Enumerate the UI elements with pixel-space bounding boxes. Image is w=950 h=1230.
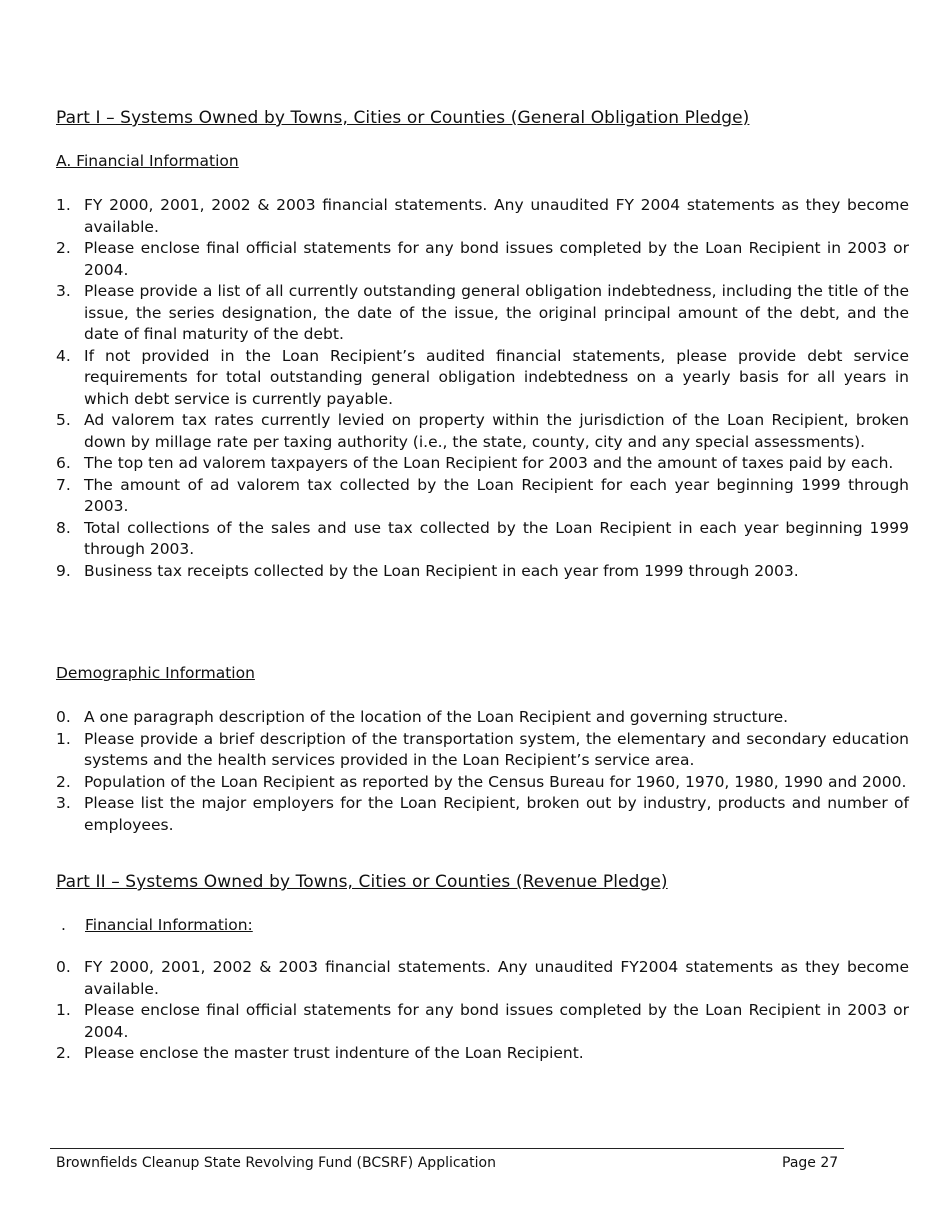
- list-item-text: Please enclose the master trust indenture of the Loan Recipient.: [84, 1044, 584, 1062]
- footer-divider: [50, 1148, 844, 1149]
- list-item-text: Business tax receipts collected by the Loan Recipient in each year from 1999 through 2003.: [84, 561, 799, 580]
- part2-title: Part II – Systems Owned by Towns, Cities or Counties (Revenue Pledge): [56, 872, 668, 892]
- list-item-text: The amount of ad valorem tax collected by the Loan Recipient for each year beginning 1999 through 2003.: [84, 475, 909, 515]
- list-item: [56, 453, 909, 475]
- list-item: [56, 518, 909, 561]
- list-item-text: Please enclose final official statements for any bond issues completed by the Loan Recipient in 2003 or 2004.: [84, 239, 909, 279]
- list-item-number: 3.: [56, 794, 71, 812]
- list-item-text: Population of the Loan Recipient as reported by the Census Bureau for 1960, 1970, 1980, 1990 and 2000.: [84, 772, 907, 791]
- heading-marker: .: [61, 916, 66, 934]
- list-item-number: 0.: [56, 958, 71, 976]
- list-item-text: FY 2000, 2001, 2002 & 2003 financial statements. Any unaudited FY2004 statements as they become available.: [84, 958, 909, 998]
- list-item: [56, 346, 909, 411]
- list-item: [56, 1000, 909, 1043]
- list-item: [56, 772, 909, 794]
- footer-title: Brownfields Cleanup State Revolving Fund (BCSRF) Application: [56, 1155, 496, 1171]
- list-item: [56, 475, 909, 518]
- list-item-number: 3.: [56, 282, 71, 300]
- list-item-number: 6.: [56, 454, 71, 472]
- list-item-number: 2.: [56, 772, 71, 791]
- list-item-number: 2.: [56, 1044, 71, 1062]
- financial-information-list: [56, 195, 909, 582]
- part1-title: Part I – Systems Owned by Towns, Cities or Counties (General Obligation Pledge): [56, 108, 750, 128]
- list-item-number: 8.: [56, 518, 71, 537]
- list-item: [56, 707, 909, 729]
- demographic-information-heading: Demographic Information: [56, 664, 255, 682]
- list-item: [56, 410, 909, 453]
- list-item-number: 2.: [56, 239, 71, 257]
- list-item-number: 5.: [56, 411, 71, 429]
- page-number: Page 27: [782, 1155, 839, 1171]
- list-item: [56, 957, 909, 1000]
- demographic-information-list: [56, 707, 909, 836]
- list-item-number: 0.: [56, 708, 71, 726]
- list-item-number: 7.: [56, 475, 71, 494]
- list-item: [56, 238, 909, 281]
- revenue-financial-heading: [56, 916, 253, 934]
- list-item-text: Total collections of the sales and use tax collected by the Loan Recipient in each year beginning 1999 through 2003.: [84, 518, 909, 558]
- list-item-text: The top ten ad valorem taxpayers of the Loan Recipient for 2003 and the amount of taxes paid by each.: [84, 454, 894, 472]
- list-item-text: Ad valorem tax rates currently levied on property within the jurisdiction of the Loan Recipient, broken down by millage rate per taxing authority (i.e., the state, county, city and any special assessments).: [84, 411, 909, 451]
- list-item: [56, 195, 909, 238]
- list-item-number: 9.: [56, 561, 71, 580]
- heading-label: Financial Information:: [85, 916, 253, 934]
- list-item: [56, 793, 909, 836]
- list-item: [56, 281, 909, 346]
- list-item-number: 1.: [56, 196, 71, 214]
- list-item-text: If not provided in the Loan Recipient’s audited financial statements, please provide debt service requirements for total outstanding general obligation indebtedness on a yearly basis for all years in which debt service is currently payable.: [84, 346, 909, 408]
- financial-information-heading: A. Financial Information: [56, 152, 239, 170]
- revenue-financial-list: [56, 957, 909, 1065]
- list-item-text: Please provide a list of all currently outstanding general obligation indebtedness, including the title of the issue, the series designation, the date of the issue, the original principal amount of the debt, and the date of final maturity of the debt.: [84, 282, 909, 343]
- list-item-text: Please provide a brief description of the transportation system, the elementary and secondary education systems and the health services provided in the Loan Recipient’s service area.: [84, 729, 909, 769]
- list-item-number: 1.: [56, 1001, 71, 1019]
- list-item-text: Please list the major employers for the Loan Recipient, broken out by industry, products and number of employees.: [84, 794, 909, 834]
- list-item: [56, 1043, 909, 1065]
- list-item-text: A one paragraph description of the location of the Loan Recipient and governing structure.: [84, 708, 789, 726]
- list-item: [56, 561, 909, 583]
- list-item-number: 1.: [56, 729, 71, 748]
- list-item-text: Please enclose final official statements for any bond issues completed by the Loan Recipient in 2003 or 2004.: [84, 1001, 909, 1041]
- list-item: [56, 729, 909, 772]
- list-item-number: 4.: [56, 346, 71, 365]
- list-item-text: FY 2000, 2001, 2002 & 2003 financial statements. Any unaudited FY 2004 statements as they become available.: [84, 196, 909, 236]
